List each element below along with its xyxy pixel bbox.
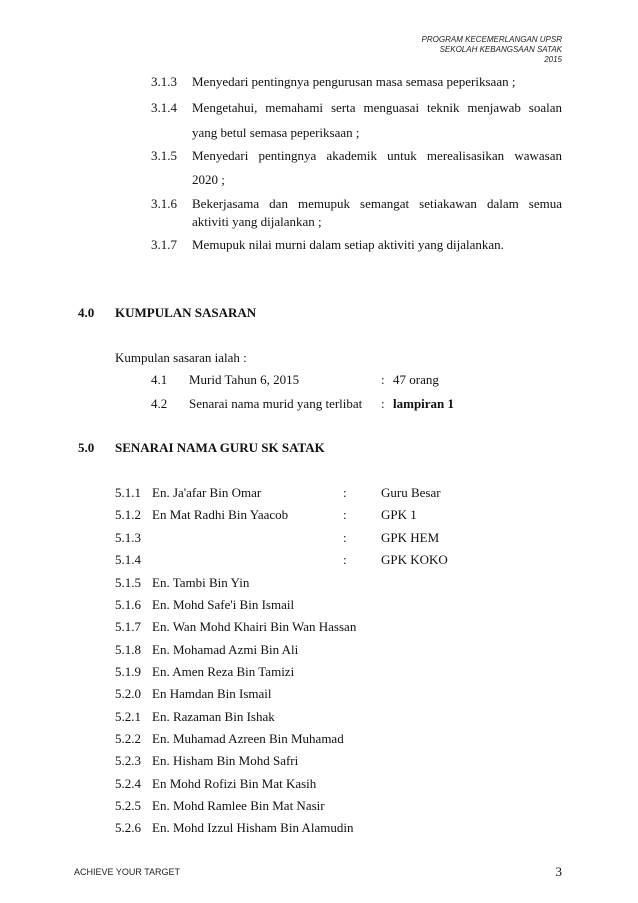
item-number: 4.1 — [151, 372, 168, 387]
teacher-name: En. Hisham Bin Mohd Safri — [152, 753, 299, 768]
objective-number: 3.1.3 — [151, 74, 177, 89]
teacher-name: En Hamdan Bin Ismail — [152, 686, 272, 701]
teacher-number: 5.2.2 — [115, 731, 141, 746]
staff-role: GPK 1 — [381, 507, 417, 522]
objective-text: Menyedari pentingnya pengurusan masa semasa peperiksaan ; — [192, 74, 516, 89]
staff-number: 5.1.3 — [115, 530, 141, 545]
staff-role: GPK KOKO — [381, 552, 448, 567]
section-number: 5.0 — [78, 440, 95, 455]
running-header — [422, 35, 562, 65]
teacher-name: En. Mohamad Azmi Bin Ali — [152, 642, 299, 657]
teacher-number: 5.1.7 — [115, 619, 141, 634]
teacher-name: En. Razaman Bin Ishak — [152, 709, 275, 724]
objective-number: 3.1.6 — [151, 196, 177, 211]
teacher-name: En. Wan Mohd Khairi Bin Wan Hassan — [152, 619, 357, 634]
staff-name: En Mat Radhi Bin Yaacob — [152, 507, 289, 522]
staff-role: Guru Besar — [381, 485, 441, 500]
teacher-number: 5.2.6 — [115, 820, 141, 835]
objective-text-cont: aktiviti yang dijalankan ; — [192, 214, 322, 229]
footer-text: ACHIEVE YOUR TARGET — [74, 867, 181, 877]
teacher-number: 5.2.1 — [115, 709, 141, 724]
header-line-2: SEKOLAH KEBANGSAAN SATAK — [439, 45, 562, 54]
staff-number: 5.1.2 — [115, 507, 141, 522]
teacher-number: 5.2.3 — [115, 753, 141, 768]
item-colon: : — [381, 396, 385, 411]
teacher-number: 5.1.5 — [115, 575, 141, 590]
teacher-name: En. Muhamad Azreen Bin Muhamad — [152, 731, 344, 746]
section-title: KUMPULAN SASARAN — [115, 305, 257, 320]
staff-number: 5.1.1 — [115, 485, 141, 500]
objective-text: Bekerjasama dan memupuk semangat setiakawan dalam semua — [192, 196, 562, 211]
header-line-1: PROGRAM KECEMERLANGAN UPSR — [421, 35, 562, 44]
section-intro: Kumpulan sasaran ialah : — [115, 350, 247, 365]
teacher-name: En. Tambi Bin Yin — [152, 575, 250, 590]
teacher-name: En. Amen Reza Bin Tamizi — [152, 664, 295, 679]
objective-text: Memupuk nilai murni dalam setiap aktiviti yang dijalankan. — [192, 237, 504, 252]
staff-colon: : — [343, 552, 347, 567]
item-value: lampiran 1 — [393, 396, 455, 411]
objective-number: 3.1.4 — [151, 100, 177, 115]
teacher-number: 5.2.5 — [115, 798, 141, 813]
objective-number: 3.1.5 — [151, 148, 177, 163]
teacher-name: En. Mohd Izzul Hisham Bin Alamudin — [152, 820, 354, 835]
teacher-number: 5.1.9 — [115, 664, 141, 679]
section-number: 4.0 — [78, 305, 95, 320]
staff-number: 5.1.4 — [115, 552, 141, 567]
teacher-number: 5.1.8 — [115, 642, 141, 657]
item-label: Senarai nama murid yang terlibat — [189, 396, 363, 411]
page-number: 3 — [555, 864, 562, 879]
teacher-name: En Mohd Rofizi Bin Mat Kasih — [152, 776, 317, 791]
staff-role: GPK HEM — [381, 530, 440, 545]
staff-colon: : — [343, 507, 347, 522]
objective-text: Mengetahui, memahami serta menguasai teknik menjawab soalan — [192, 100, 562, 115]
teacher-name: En. Mohd Ramlee Bin Mat Nasir — [152, 798, 325, 813]
objective-text-cont: 2020 ; — [192, 172, 225, 187]
item-number: 4.2 — [151, 396, 168, 411]
objective-text-cont: yang betul semasa peperiksaan ; — [192, 125, 360, 140]
teacher-name: En. Mohd Safe'i Bin Ismail — [152, 597, 295, 612]
teacher-number: 5.2.0 — [115, 686, 141, 701]
staff-name: En. Ja'afar Bin Omar — [152, 485, 262, 500]
section-title: SENARAI NAMA GURU SK SATAK — [115, 440, 325, 455]
objective-number: 3.1.7 — [151, 237, 177, 252]
item-colon: : — [381, 372, 385, 387]
staff-colon: : — [343, 530, 347, 545]
objective-text: Menyedari pentingnya akademik untuk merealisasikan wawasan — [192, 148, 562, 163]
item-value: 47 orang — [393, 372, 439, 387]
staff-colon: : — [343, 485, 347, 500]
header-line-3: 2015 — [544, 55, 562, 64]
teacher-number: 5.1.6 — [115, 597, 141, 612]
item-label: Murid Tahun 6, 2015 — [189, 372, 300, 387]
teacher-number: 5.2.4 — [115, 776, 141, 791]
